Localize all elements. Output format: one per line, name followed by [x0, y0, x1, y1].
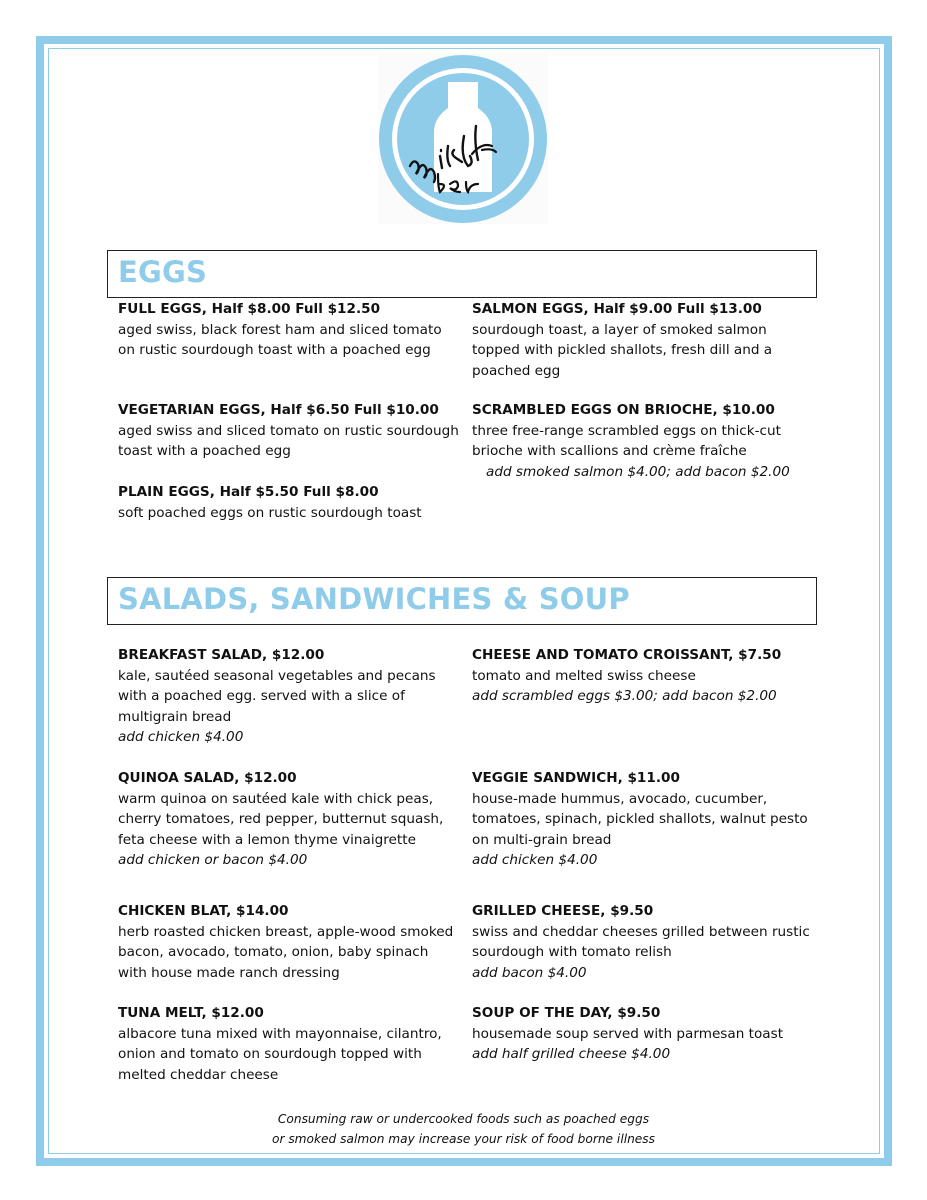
- item-desc: onion and tomato on sourdough topped with: [118, 1046, 422, 1062]
- item-desc: sourdough with tomato relish: [472, 944, 672, 960]
- item-desc: on multi-grain bread: [472, 831, 612, 848]
- item-desc: multigrain bread: [118, 708, 232, 725]
- item-addon: add chicken $4.00: [472, 852, 598, 868]
- item-desc: feta cheese with a lemon thyme vinaigrette: [118, 831, 416, 848]
- item-desc: melted cheddar cheese: [118, 1066, 279, 1083]
- item-addon: add smoked salmon $4.00; add bacon $2.00: [486, 463, 790, 480]
- item-name: VEGETARIAN EGGS, Half $6.50 Full $10.00: [118, 402, 439, 418]
- item-desc: bacon, avocado, tomato, onion, baby spinach: [118, 944, 429, 960]
- item-desc: housemade soup served with parmesan toast: [472, 1025, 784, 1042]
- item-name: SCRAMBLED EGGS ON BRIOCHE, $10.00: [472, 402, 775, 418]
- disclaimer-line: or smoked salmon may increase your risk of food borne illness: [271, 1131, 656, 1146]
- menu-item-cheese-tomato-croissant: [472, 645, 781, 707]
- item-desc: cherry tomatoes, red pepper, butternut squash,: [118, 811, 444, 827]
- eggs-section-header: [107, 250, 817, 298]
- food-safety-disclaimer: [0, 1110, 927, 1149]
- item-desc: with a poached egg. served with a slice of: [118, 688, 405, 704]
- item-addon: add chicken $4.00: [118, 729, 244, 745]
- item-desc: albacore tuna mixed with mayonnaise, cilantro,: [118, 1025, 442, 1042]
- milk-bar-logo: [378, 54, 548, 224]
- menu-item-salmon-eggs: [472, 299, 772, 381]
- item-name: CHEESE AND TOMATO CROISSANT, $7.50: [472, 647, 782, 663]
- item-addon: add half grilled cheese $4.00: [472, 1046, 671, 1062]
- item-desc: toast with a poached egg: [118, 443, 291, 459]
- item-name: BREAKFAST SALAD, $12.00: [118, 647, 325, 663]
- item-addon: add chicken or bacon $4.00: [118, 852, 308, 868]
- item-name: PLAIN EGGS, Half $5.50 Full $8.00: [118, 484, 379, 500]
- salads-section-header: [107, 577, 817, 625]
- menu-item-quinoa-salad: [118, 768, 443, 871]
- menu-item-vegetarian-eggs: [118, 400, 459, 462]
- item-addon: add scrambled eggs $3.00; add bacon $2.00: [472, 688, 777, 704]
- salads-section-title: SALADS, SANDWICHES & SOUP: [118, 582, 630, 616]
- eggs-section-title: EGGS: [118, 255, 208, 289]
- item-name: GRILLED CHEESE, $9.50: [472, 903, 654, 919]
- item-desc: three free-range scrambled eggs on thick-cut: [472, 422, 781, 439]
- item-desc: tomatoes, spinach, pickled shallots, walnut pesto: [472, 811, 808, 827]
- item-name: VEGGIE SANDWICH, $11.00: [472, 770, 680, 786]
- menu-item-soup-of-the-day: [472, 1003, 783, 1065]
- item-desc: with house made ranch dressing: [118, 964, 340, 981]
- menu-item-plain-eggs: [118, 482, 422, 523]
- item-desc: poached egg: [472, 362, 561, 379]
- item-desc: soft poached eggs on rustic sourdough toast: [118, 504, 422, 521]
- item-name: SALMON EGGS, Half $9.00 Full $13.00: [472, 301, 762, 317]
- item-name: SOUP OF THE DAY, $9.50: [472, 1005, 661, 1021]
- item-desc: house-made hummus, avocado, cucumber,: [472, 790, 768, 807]
- item-desc: herb roasted chicken breast, apple-wood smoked: [118, 923, 454, 940]
- milk-bottle-logo-icon: [378, 54, 548, 224]
- menu-item-veggie-sandwich: [472, 768, 808, 871]
- item-name: TUNA MELT, $12.00: [118, 1005, 264, 1021]
- menu-item-tuna-melt: [118, 1003, 442, 1085]
- item-addon: add bacon $4.00: [472, 964, 587, 981]
- item-desc: swiss and cheddar cheeses grilled between rustic: [472, 923, 810, 940]
- item-desc: aged swiss, black forest ham and sliced tomato: [118, 321, 442, 338]
- item-desc: on rustic sourdough toast with a poached egg: [118, 342, 431, 358]
- item-desc: sourdough toast, a layer of smoked salmon: [472, 321, 767, 338]
- item-name: FULL EGGS, Half $8.00 Full $12.50: [118, 301, 381, 317]
- item-desc: brioche with scallions and crème fraîche: [472, 443, 747, 459]
- menu-item-scrambled-eggs-brioche: [472, 400, 790, 482]
- item-desc: kale, sautéed seasonal vegetables and pecans: [118, 667, 436, 684]
- menu-item-breakfast-salad: [118, 645, 436, 748]
- item-desc: aged swiss and sliced tomato on rustic sourdough: [118, 422, 459, 439]
- item-desc: warm quinoa on sautéed kale with chick peas,: [118, 790, 434, 807]
- item-name: QUINOA SALAD, $12.00: [118, 770, 297, 786]
- item-name: CHICKEN BLAT, $14.00: [118, 903, 289, 919]
- menu-item-chicken-blat: [118, 901, 453, 983]
- menu-item-grilled-cheese: [472, 901, 810, 983]
- disclaimer-line: Consuming raw or undercooked foods such as poached eggs: [277, 1112, 650, 1126]
- menu-item-full-eggs: [118, 299, 442, 361]
- item-desc: tomato and melted swiss cheese: [472, 667, 696, 684]
- item-desc: topped with pickled shallots, fresh dill and a: [472, 342, 773, 358]
